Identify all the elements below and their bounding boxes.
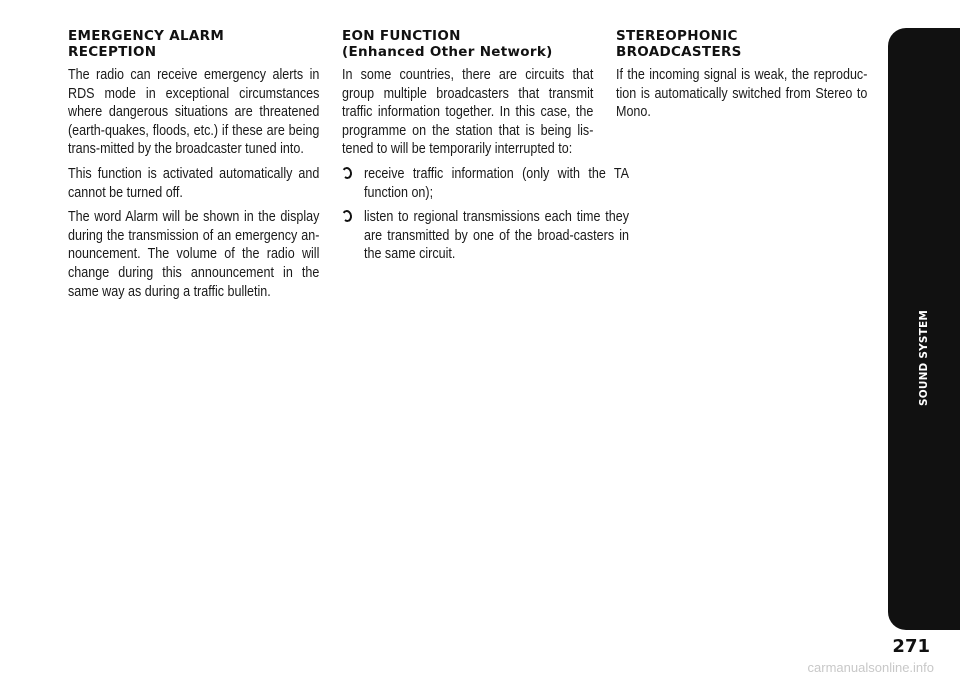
list-item: receive traffic information (only with the TA function on); bbox=[342, 165, 594, 202]
chapter-tab bbox=[888, 28, 960, 630]
bullet-icon bbox=[341, 209, 353, 223]
section-heading: EMERGENCY ALARM RECEPTION bbox=[68, 28, 225, 60]
watermark: carmanualsonline.info bbox=[807, 660, 934, 675]
chapter-tab-label: SOUND SYSTEM bbox=[918, 309, 930, 407]
bullet-list bbox=[342, 165, 630, 264]
section-heading: STEREOPHONIC BROADCASTERS bbox=[616, 28, 742, 60]
list-item: listen to regional transmissions each time they are transmitted by one of the broad-casters in the same circuit. bbox=[342, 208, 594, 264]
section-heading: EON FUNCTION (Enhanced Other Network) bbox=[342, 28, 553, 60]
body-paragraph: If the incoming signal is weak, the reproduc-tion is automatically switched from Stereo to Mono. bbox=[616, 67, 868, 121]
body-paragraph: This function is activated automatically and cannot be turned off. bbox=[68, 165, 320, 201]
body-paragraph: The word Alarm will be shown in the display during the transmission of an emergency an-nouncement. The volume of the radio will change during this announcement in the same way as during a traffic bulletin. bbox=[68, 209, 320, 300]
body-paragraph: The radio can receive emergency alerts in RDS mode in exceptional circumstances where dangerous situations are threatened (earth-quakes, floods, etc.) if these are being trans-mitted by the broadcaster tuned into. bbox=[68, 67, 320, 158]
column-stereophonic bbox=[616, 28, 868, 128]
bullet-icon bbox=[341, 166, 353, 180]
column-eon-function bbox=[342, 28, 630, 270]
page-number: 271 bbox=[892, 636, 930, 657]
body-paragraph: In some countries, there are circuits that group multiple broadcasters that transmit traffic information together. In this case, the programme on the station that is being lis-tened to will be temporarily interrupted to: bbox=[342, 67, 594, 158]
column-emergency-alarm bbox=[68, 28, 320, 307]
